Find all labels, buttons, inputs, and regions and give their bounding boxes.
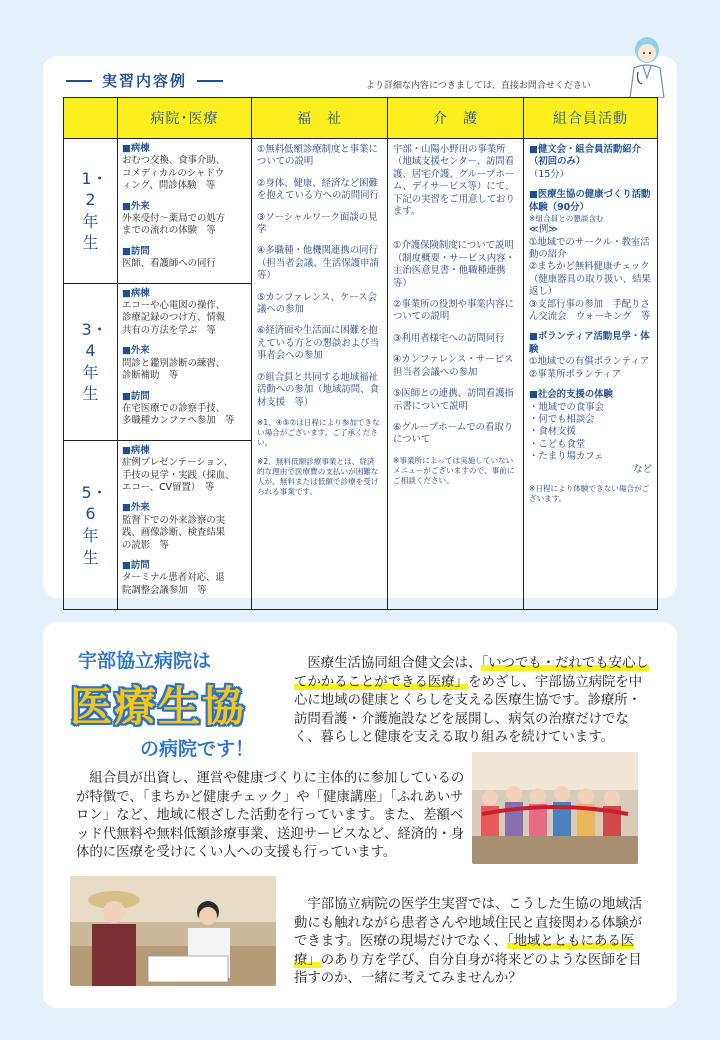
- section-header: [66, 70, 223, 91]
- hospital-cell: ■病棟 症例プレゼンテーション、 手技の見学・実践（採血、 エコー、CV留置） 等 ■外来 監督下での外来診察の実 践、画像診断、検査結果 の読影 等 ■訪問 ターミナル患者対応、退 院調整会議参加 等: [118, 440, 252, 609]
- title-line-2: 医療生協: [70, 682, 247, 731]
- welfare-cell: ①無料低額診療制度と事業についての説明 ②身体、健康、経済など困難を抱えている方への訪問同行 ③ソーシャルワーク面談の見学 ④多職種・他機関連携の同行（担当者会議、生活保護申請 等） ⑤カンファレンス、ケース会議への参加 ⑥経済面や生活面に困難を抱えている方との懇談および当事者会への参加 ⑦組合員と共同する地域福祉活動への参加（地域訪問、食材支援 等） ※1、④⑤⑦は日程により参加できない場合がございます。ご了承ください。 ※2、無料低額診療事業とは、経済的な理由で医療費の支払いが困難な人が、無料または低額で診療を受けられる事業です。: [252, 139, 388, 610]
- header-members: 組合員活動: [524, 98, 658, 139]
- training-paragraph: 宇部協立病院の医学生実習では、こうした生協の地域活動にも触れながら患者さんや地域住民と直接関わる体験ができます。医療の現場だけでなく、「地域とともにある医療」のあり方を学び、自分自身が将来どのような医師を目指すのか、一緒に考えてみませんか？: [294, 897, 643, 986]
- header-rule-left: [66, 80, 92, 82]
- header-hospital: 病院･医療: [118, 98, 252, 139]
- header-care: 介 護: [388, 98, 524, 139]
- hospital-cell: ■病棟 エコーや心電図の操作、 診療記録のつけ方、情報 共有の方法を学ぶ 等 ■外来 問診と鑑別診断の練習、 診断補助 等 ■訪問 在宅医療での診察手技、 多職種カンファへ参加 等: [118, 283, 252, 440]
- hospital-title: [66, 646, 276, 766]
- highlight-text: 「いつでも・だれでも安心してかかることができる医療」: [294, 656, 649, 690]
- table-row: [64, 139, 658, 284]
- hospital-cell: ■病棟 おむつ交換、食事介助、 コメディカルのシャドウ ィング、問診体験 等 ■外来 外来受付～薬局での処方 までの流れの体験 等 ■訪問 医師、看護師への同行: [118, 139, 252, 284]
- inquiry-note: より詳細な内容につきましては、直接お問合せください: [366, 81, 591, 91]
- members-cell: ■健文会・組合員活動紹介（初回のみ） （15分） ■医療生協の健康づくり活動体験（90分） ※組合員との懇談含む ≪例≫ ①地域でのサークル・教室活動の紹介 ②まちかど無料健康チェック（健康器具の取り扱い、結果返し） ③支部行事の参加 手配りさん交流会 ウォーキング 等 ■ボランティア活動見学・体験 ①地域での有償ボランティア ②事業所ボランティア ■社会的支援の体験 ・地域での食事会 ・何でも相談会 ・食材支援 ・こども食堂 ・たまり場カフェ など ※日程により体験できない場合がございます。: [524, 139, 658, 610]
- members-paragraph: 組合員が出資し、運営や健康づくりに主体的に参加しているのが特徴で、「まちかど健康チェック」や「健康講座」「ふれあいサロン」など、地域に根ざした活動を行っています。また、差額ベッド代無料や無料低額診療事業、送迎サービスなど、経済的・身体的に医療を受けにくい人への支援も行っています。: [76, 771, 465, 860]
- header-empty: [64, 98, 118, 139]
- year-label: 1・2年生: [64, 139, 118, 284]
- doctor-mascot-icon: [624, 34, 670, 98]
- table-header-row: [64, 98, 658, 139]
- title-line-1: 宇部協立病院は: [78, 650, 212, 672]
- intro-paragraph: 医療生活協同組合健文会は、「いつでも・だれでも安心してかかることができる医療」をめざし、宇部協立病院を中心に地域の健康とくらしを支える医療生協です。診療所・訪問看護・介護施設などを展開し、病気の治療だけでなく、暮らしと健康を支える取り組みを続けています。: [294, 656, 649, 745]
- care-cell: 宇部・山陽小野田の事業所（地域支援センター、訪問看護、居宅介護、グループホーム、デイサービス等）にて、下記の実習をご用意しております。 ①介護保険制度について説明（制度概要・サービス内容・主治医意見書・他職種連携 等） ②事業所の役割や事業内容についての説明 ③利用者様宅への訪問同行 ④カンファレンス・サービス担当者会議への参加 ⑤医師との連携、訪問看護指示書について説明 ⑥グループホームでの看取りについて ※事業所によっては実施していないメニューがございますので、事前にご相談ください。: [388, 139, 524, 610]
- highlight-text: 「地域とともにある医療」: [294, 934, 635, 968]
- header-rule-right: [197, 80, 223, 82]
- health-check-photo: [70, 876, 276, 986]
- header-welfare: 福 祉: [252, 98, 388, 139]
- group-exercise-photo: [472, 752, 638, 864]
- year-label: 5・6年生: [64, 440, 118, 609]
- section-title: 実習内容例: [102, 72, 188, 90]
- year-label: 3・4年生: [64, 283, 118, 440]
- title-line-3: の病院です！: [140, 738, 255, 760]
- activity-table: [63, 97, 658, 610]
